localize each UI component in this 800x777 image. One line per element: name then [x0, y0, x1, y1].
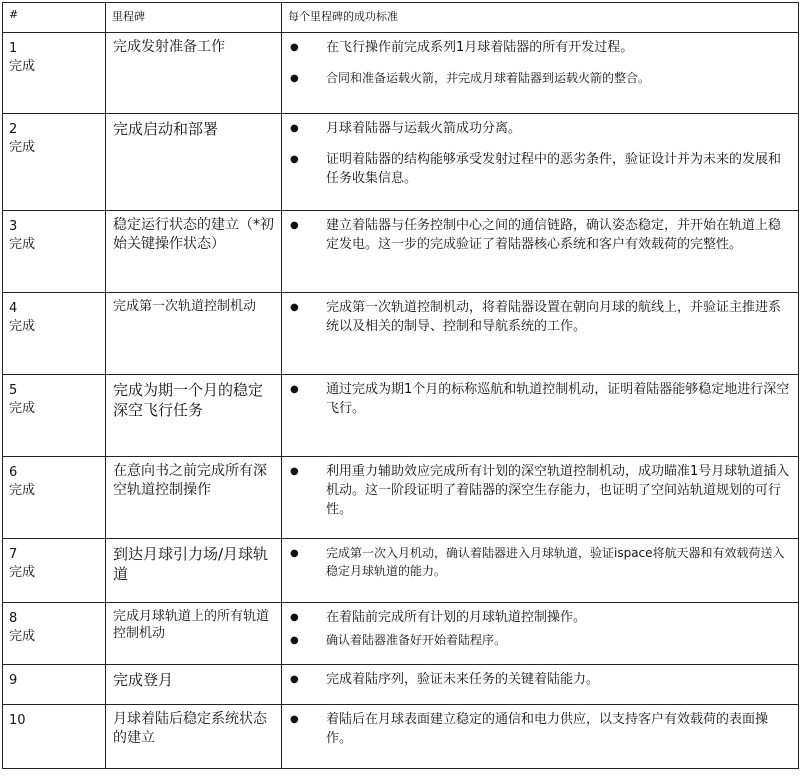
milestone-text: 完成发射准备工作: [113, 39, 225, 55]
criteria-item: ● 确认着陆器准备好开始着陆程序。: [290, 631, 792, 650]
cell-milestone: [106, 539, 282, 603]
cell-milestone: [106, 705, 282, 769]
table-row: [3, 293, 799, 375]
criteria-item: ● 在飞行操作前完成系列1月球着陆器的所有开发过程。: [290, 40, 634, 55]
criteria-item: ● 着陆后在月球表面建立稳定的通信和电力供应，以支持客户有效载荷的表面操作。: [290, 712, 769, 746]
cell-criteria: [282, 114, 799, 211]
cell-num: [3, 293, 106, 375]
status-text: 完成: [9, 565, 36, 580]
header-row: [3, 3, 799, 33]
row-number: 2: [9, 122, 18, 137]
cell-milestone: [106, 293, 282, 375]
cell-criteria: [282, 457, 799, 539]
criteria-item: ● 月球着陆器与运载火箭成功分离。: [290, 121, 522, 136]
milestone-text: 完成第一次轨道控制机动: [113, 299, 257, 314]
cell-criteria: [282, 33, 799, 114]
cell-criteria: [282, 211, 799, 293]
criteria-item: ● 通过完成为期1个月的标称巡航和轨道控制机动，证明着陆器能够稳定地进行深空飞行。: [290, 382, 790, 416]
table-row: [3, 457, 799, 539]
milestone-text: 完成月球轨道上的所有轨道控制机动: [113, 609, 270, 641]
milestone-text: 在意向书之前完成所有深空轨道控制操作: [113, 463, 267, 498]
criteria-item: ● 建立着陆器与任务控制中心之间的通信链路，确认姿态稳定，并开始在轨道上稳定发电。这一步的完成验证了着陆器核心系统和客户有效载荷的完整性。: [290, 218, 782, 252]
bullet-icon: ●: [290, 714, 299, 725]
status-text: 完成: [9, 629, 36, 644]
cell-milestone: [106, 211, 282, 293]
cell-milestone: [106, 603, 282, 665]
cell-num: [3, 665, 106, 705]
header-milestone: 里程碑: [106, 3, 282, 33]
bullet-icon: ●: [290, 220, 299, 231]
milestone-text: 到达月球引力场/月球轨道: [113, 545, 269, 583]
row-number: 9: [9, 673, 18, 688]
criteria-item: ● 完成着陆序列，验证未来任务的关键着陆能力。: [290, 672, 600, 687]
cell-num: [3, 114, 106, 211]
criteria-item: ● 合同和准备运载火箭，并完成月球着陆器到运载火箭的整合。: [290, 69, 792, 88]
table-row: [3, 705, 799, 769]
bullet-icon: ●: [290, 635, 299, 646]
cell-num: [3, 603, 106, 665]
cell-num: [3, 211, 106, 293]
table-row: [3, 211, 799, 293]
cell-criteria: [282, 665, 799, 705]
row-number: 3: [9, 219, 18, 234]
milestone-text: 完成启动和部署: [113, 120, 219, 138]
row-number: 5: [9, 383, 18, 398]
header-num: #: [3, 3, 106, 33]
bullet-icon: ●: [290, 384, 299, 395]
criteria-item: ● 完成第一次轨道控制机动，将着陆器设置在朝向月球的航线上，并验证主推进系统以及相关的制导、控制和导航系统的工作。: [290, 300, 782, 334]
row-number: 6: [9, 465, 18, 480]
cell-criteria: [282, 539, 799, 603]
milestone-table: [2, 2, 799, 769]
bullet-icon: ●: [290, 302, 299, 313]
header-criteria: 每个里程碑的成功标准: [282, 3, 799, 33]
bullet-icon: ●: [290, 73, 299, 84]
bullet-icon: ●: [290, 123, 299, 134]
cell-num: [3, 457, 106, 539]
status-text: 完成: [9, 483, 36, 498]
cell-milestone: [106, 114, 282, 211]
cell-milestone: [106, 457, 282, 539]
table-row: [3, 539, 799, 603]
cell-num: [3, 33, 106, 114]
cell-milestone: [106, 33, 282, 114]
status-text: 完成: [9, 237, 36, 252]
cell-criteria: [282, 705, 799, 769]
row-number: 1: [9, 41, 18, 56]
row-number: 4: [9, 301, 18, 316]
status-text: 完成: [9, 59, 36, 74]
status-text: 完成: [9, 140, 36, 155]
table-row: [3, 375, 799, 457]
status-text: 完成: [9, 319, 36, 334]
cell-milestone: [106, 665, 282, 705]
row-number: 8: [9, 611, 18, 626]
bullet-icon: ●: [290, 466, 299, 477]
table-row: [3, 33, 799, 114]
cell-criteria: [282, 293, 799, 375]
milestone-text: 完成登月: [113, 671, 174, 689]
cell-criteria: [282, 375, 799, 457]
cell-num: [3, 375, 106, 457]
table-row: [3, 665, 799, 705]
bullet-icon: ●: [290, 674, 299, 685]
bullet-icon: ●: [290, 42, 299, 53]
criteria-item: ● 在着陆前完成所有计划的月球轨道控制操作。: [290, 610, 587, 625]
bullet-icon: ●: [290, 548, 299, 559]
criteria-item: ● 证明着陆器的结构能够承受发射过程中的恶劣条件，验证设计并为未来的发展和任务收集信息。: [290, 152, 782, 186]
status-text: 完成: [9, 401, 36, 416]
criteria-item: ● 利用重力辅助效应完成所有计划的深空轨道控制机动，成功瞄准1号月球轨道插入机动。这一阶段证明了着陆器的深空生存能力，也证明了空间站轨道规划的可行性。: [290, 464, 790, 517]
cell-num: [3, 539, 106, 603]
cell-criteria: [282, 603, 799, 665]
milestone-text: 月球着陆后稳定系统状态的建立: [113, 711, 267, 746]
row-number: 7: [9, 547, 18, 562]
table-row: [3, 603, 799, 665]
row-number: 10: [9, 713, 26, 728]
criteria-item: ● 完成第一次入月机动，确认着陆器进入月球轨道，验证ispace将航天器和有效载荷送入稳定月球轨道的能力。: [290, 546, 785, 578]
table-row: [3, 114, 799, 211]
milestone-text: 稳定运行状态的建立（*初始关键操作状态）: [113, 217, 274, 252]
cell-milestone: [106, 375, 282, 457]
cell-num: [3, 705, 106, 769]
bullet-icon: ●: [290, 612, 299, 623]
milestone-text: 完成为期一个月的稳定深空飞行任务: [113, 381, 264, 419]
bullet-icon: ●: [290, 154, 299, 165]
